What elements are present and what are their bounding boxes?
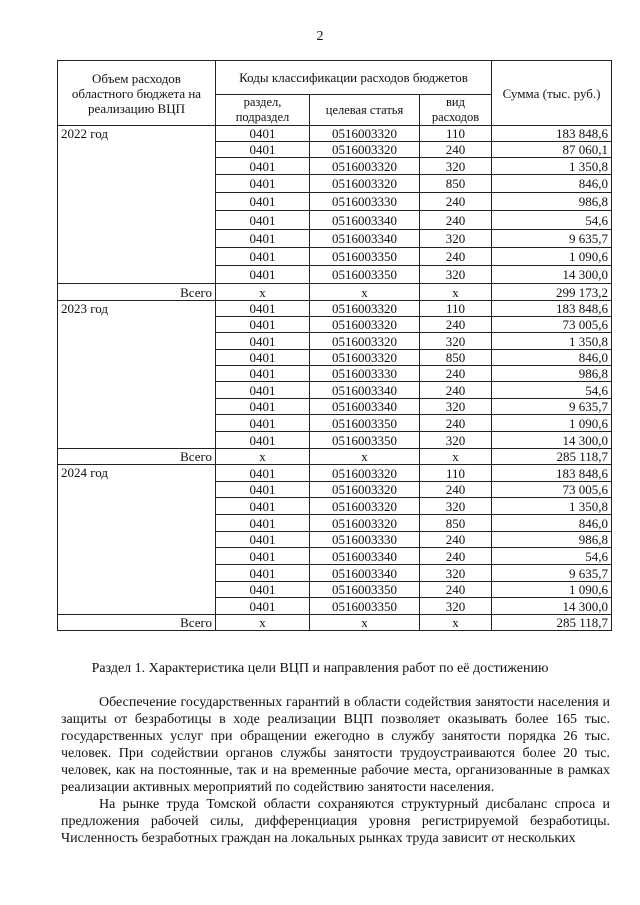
target-article-cell: 0516003340: [310, 399, 420, 415]
sum-cell: 846,0: [492, 515, 612, 532]
header-codes: Коды классификации расходов бюджетов: [216, 61, 492, 95]
target-article-cell: 0516003330: [310, 532, 420, 548]
expense-kind-cell: 320: [420, 230, 492, 248]
target-article-cell: 0516003320: [310, 142, 420, 158]
target-article-cell: 0516003330: [310, 366, 420, 382]
expense-kind-cell: 240: [420, 248, 492, 266]
expense-kind-cell: 240: [420, 366, 492, 382]
sum-cell: 14 300,0: [492, 598, 612, 615]
section-code-cell: 0401: [216, 333, 310, 350]
sum-cell: 14 300,0: [492, 266, 612, 284]
year-label: 2022 год: [58, 126, 216, 284]
expense-kind-cell: 240: [420, 193, 492, 211]
section-code-cell: 0401: [216, 301, 310, 317]
section-code-cell: 0401: [216, 582, 310, 598]
section-code-cell: 0401: [216, 142, 310, 158]
sum-cell: 9 635,7: [492, 399, 612, 415]
header-sum: Сумма (тыс. руб.): [492, 61, 612, 126]
total-sum-cell: 299 173,2: [492, 284, 612, 301]
target-article-cell: 0516003320: [310, 350, 420, 366]
sum-cell: 1 350,8: [492, 158, 612, 175]
sum-cell: 183 848,6: [492, 126, 612, 142]
table-body: [58, 126, 612, 631]
section-code-cell: 0401: [216, 465, 310, 482]
expense-kind-cell: 110: [420, 126, 492, 142]
total-label: Всего: [58, 284, 216, 301]
table-row: [58, 126, 612, 142]
section-code-cell: 0401: [216, 158, 310, 175]
expense-kind-cell: 240: [420, 317, 492, 333]
expense-kind-cell: 320: [420, 333, 492, 350]
expense-kind-cell: 320: [420, 498, 492, 515]
section-code-cell: 0401: [216, 565, 310, 582]
sum-cell: 14 300,0: [492, 432, 612, 449]
total-row: [58, 449, 612, 465]
section-code-cell: 0401: [216, 382, 310, 399]
sum-cell: 183 848,6: [492, 465, 612, 482]
expense-kind-cell: 110: [420, 465, 492, 482]
total-section-cell: х: [216, 449, 310, 465]
total-kind-cell: х: [420, 284, 492, 301]
sum-cell: 1 090,6: [492, 248, 612, 266]
section-code-cell: 0401: [216, 266, 310, 284]
expense-kind-cell: 320: [420, 565, 492, 582]
paragraph-2: На рынке труда Томской области сохраняются структурный дисбаланс спроса и предложения рабочей силы, дифференциация уровня регистрируемой безработицы. Численность безработных граждан на локальных рынках труда зависит от нескольких: [61, 797, 610, 846]
total-article-cell: х: [310, 284, 420, 301]
section-code-cell: 0401: [216, 399, 310, 415]
sum-cell: 986,8: [492, 193, 612, 211]
target-article-cell: 0516003320: [310, 498, 420, 515]
target-article-cell: 0516003320: [310, 482, 420, 498]
section-code-cell: 0401: [216, 415, 310, 432]
expense-kind-cell: 850: [420, 175, 492, 193]
target-article-cell: 0516003320: [310, 333, 420, 350]
table-header: [58, 61, 612, 126]
expense-kind-cell: 320: [420, 598, 492, 615]
section-code-cell: 0401: [216, 230, 310, 248]
target-article-cell: 0516003320: [310, 515, 420, 532]
sum-cell: 846,0: [492, 175, 612, 193]
sum-cell: 9 635,7: [492, 230, 612, 248]
expense-kind-cell: 240: [420, 415, 492, 432]
total-section-cell: х: [216, 284, 310, 301]
year-label: 2023 год: [58, 301, 216, 449]
expense-kind-cell: 240: [420, 382, 492, 399]
total-row: [58, 615, 612, 631]
sum-cell: 1 350,8: [492, 333, 612, 350]
target-article-cell: 0516003340: [310, 565, 420, 582]
target-article-cell: 0516003320: [310, 301, 420, 317]
section-code-cell: 0401: [216, 193, 310, 211]
expense-kind-cell: 320: [420, 266, 492, 284]
target-article-cell: 0516003320: [310, 126, 420, 142]
section-code-cell: 0401: [216, 248, 310, 266]
sum-cell: 73 005,6: [492, 482, 612, 498]
section-code-cell: 0401: [216, 432, 310, 449]
total-kind-cell: х: [420, 449, 492, 465]
expense-kind-cell: 320: [420, 158, 492, 175]
target-article-cell: 0516003320: [310, 175, 420, 193]
total-sum-cell: 285 118,7: [492, 449, 612, 465]
sum-cell: 1 090,6: [492, 582, 612, 598]
expense-kind-cell: 320: [420, 432, 492, 449]
header-kind: вид расходов: [420, 95, 492, 126]
target-article-cell: 0516003350: [310, 266, 420, 284]
target-article-cell: 0516003350: [310, 415, 420, 432]
year-label: 2024 год: [58, 465, 216, 615]
expense-kind-cell: 320: [420, 399, 492, 415]
sum-cell: 54,6: [492, 211, 612, 230]
section-code-cell: 0401: [216, 350, 310, 366]
sum-cell: 54,6: [492, 382, 612, 399]
target-article-cell: 0516003340: [310, 548, 420, 565]
section-code-cell: 0401: [216, 498, 310, 515]
total-kind-cell: х: [420, 615, 492, 631]
sum-cell: 87 060,1: [492, 142, 612, 158]
section-code-cell: 0401: [216, 366, 310, 382]
expense-kind-cell: 240: [420, 211, 492, 230]
section-code-cell: 0401: [216, 515, 310, 532]
target-article-cell: 0516003320: [310, 465, 420, 482]
sum-cell: 73 005,6: [492, 317, 612, 333]
target-article-cell: 0516003350: [310, 582, 420, 598]
section-code-cell: 0401: [216, 548, 310, 565]
target-article-cell: 0516003350: [310, 248, 420, 266]
total-article-cell: х: [310, 449, 420, 465]
expense-kind-cell: 240: [420, 532, 492, 548]
sum-cell: 183 848,6: [492, 301, 612, 317]
target-article-cell: 0516003320: [310, 317, 420, 333]
sum-cell: 986,8: [492, 532, 612, 548]
sum-cell: 54,6: [492, 548, 612, 565]
section-code-cell: 0401: [216, 211, 310, 230]
sum-cell: 846,0: [492, 350, 612, 366]
target-article-cell: 0516003330: [310, 193, 420, 211]
total-article-cell: х: [310, 615, 420, 631]
budget-table: [57, 60, 612, 631]
total-section-cell: х: [216, 615, 310, 631]
section-title: Раздел 1. Характеристика цели ВЦП и направления работ по её достижению: [91, 661, 549, 676]
expense-kind-cell: 850: [420, 515, 492, 532]
sum-cell: 1 350,8: [492, 498, 612, 515]
table-row: [58, 465, 612, 482]
target-article-cell: 0516003350: [310, 598, 420, 615]
expense-kind-cell: 240: [420, 582, 492, 598]
table-row: [58, 301, 612, 317]
paragraph-1: Обеспечение государственных гарантий в области содействия занятости населения и защиты от безработицы в ходе реализации ВЦП позволяет оказывать более 165 тыс. государственных услуг при обращении ежегодно в службу занятости порядка 26 тыс. человек. При содействии органов службы занятости трудоустраиваются более 20 тыс. человек, как на постоянные, так и на временные рабочие места, организованные в рамках реализации активных мероприятий по содействию занятости населения.: [61, 695, 610, 795]
sum-cell: 9 635,7: [492, 565, 612, 582]
section-code-cell: 0401: [216, 126, 310, 142]
total-label: Всего: [58, 615, 216, 631]
expense-kind-cell: 240: [420, 548, 492, 565]
target-article-cell: 0516003320: [310, 158, 420, 175]
sum-cell: 986,8: [492, 366, 612, 382]
target-article-cell: 0516003350: [310, 432, 420, 449]
expense-kind-cell: 110: [420, 301, 492, 317]
expense-kind-cell: 240: [420, 482, 492, 498]
total-label: Всего: [58, 449, 216, 465]
target-article-cell: 0516003340: [310, 211, 420, 230]
section-code-cell: 0401: [216, 175, 310, 193]
total-row: [58, 284, 612, 301]
section-code-cell: 0401: [216, 532, 310, 548]
expense-kind-cell: 240: [420, 142, 492, 158]
sum-cell: 1 090,6: [492, 415, 612, 432]
total-sum-cell: 285 118,7: [492, 615, 612, 631]
section-code-cell: 0401: [216, 482, 310, 498]
header-section: раздел, подраздел: [216, 95, 310, 126]
page-number: 2: [316, 29, 324, 44]
header-article: целевая статья: [310, 95, 420, 126]
target-article-cell: 0516003340: [310, 382, 420, 399]
header-volume: Объем расходов областного бюджета на реализацию ВЦП: [58, 61, 216, 126]
target-article-cell: 0516003340: [310, 230, 420, 248]
section-code-cell: 0401: [216, 317, 310, 333]
expense-kind-cell: 850: [420, 350, 492, 366]
section-code-cell: 0401: [216, 598, 310, 615]
